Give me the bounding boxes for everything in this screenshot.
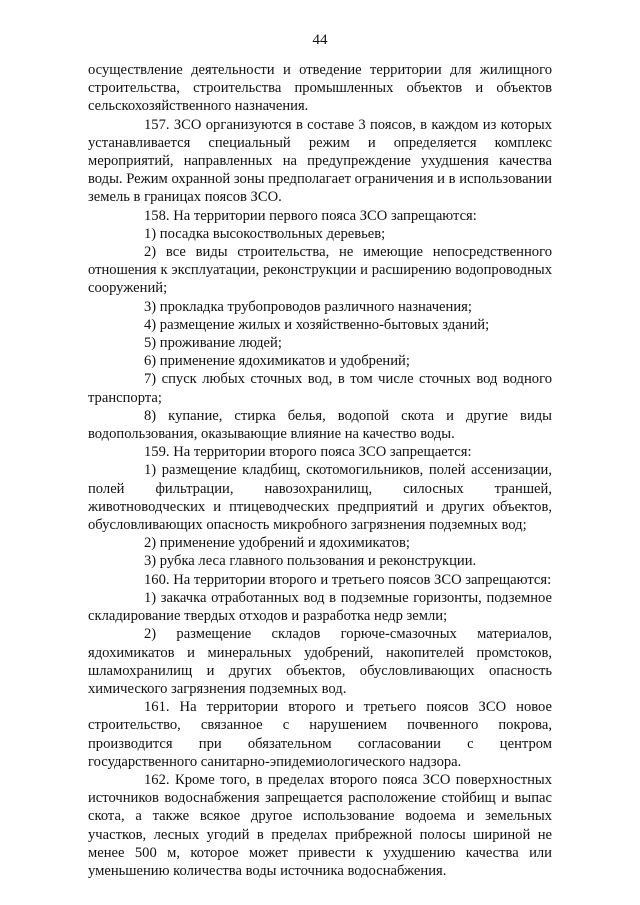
paragraph: 2) все виды строительства, не имеющие непосредственного отношения к эксплуатации, реконструкции и расширению водопроводных сооружений; [88, 244, 552, 297]
document-body [88, 61, 552, 880]
paragraph: 2) размещение складов горюче-смазочных материалов, ядохимикатов и минеральных удобрений, накопителей промстоков, шламохранилищ и других объектов, обусловливающих опасность химического загрязнения подземных вод. [88, 626, 552, 697]
paragraph: 160. На территории второго и третьего поясов ЗСО запрещаются: [144, 571, 552, 588]
paragraph: 7) спуск любых сточных вод, в том числе сточных вод водного транспорта; [88, 371, 552, 406]
paragraph: 161. На территории второго и третьего поясов ЗСО новое строительство, связанное с нарушением почвенного покрова, производится при обязательном согласовании с центром государственного санитарно-эпидемиологического надзора. [88, 699, 552, 770]
paragraph: 2) применение удобрений и ядохимикатов; [144, 535, 410, 552]
paragraph: 1) посадка высокоствольных деревьев; [144, 225, 386, 242]
paragraph: 6) применение ядохимикатов и удобрений; [144, 353, 410, 370]
paragraph: 3) прокладка трубопроводов различного назначения; [144, 298, 472, 315]
paragraph: осуществление деятельности и отведение территории для жилищного строительства, строительства промышленных объектов и объектов сельскохозяйственного назначения. [88, 62, 552, 115]
paragraph: 1) размещение кладбищ, скотомогильников, полей ассенизации, полей фильтрации, навозохранилищ, силосных траншей, животноводческих и птицеводческих предприятий и других объектов, обусловливающих опасность микробного загрязнения подземных вод; [88, 462, 552, 534]
paragraph: 5) проживание людей; [144, 335, 282, 352]
paragraph: 157. ЗСО организуются в составе 3 поясов, в каждом из которых устанавливается специальный режим и определяется комплекс мероприятий, направленных на предупреждение ухудшения качества воды. Режим охранной зоны предполагает ограничения и в использовании земель в границах поясов ЗСО. [88, 116, 552, 206]
paragraph: 8) купание, стирка белья, водопой скота и другие виды водопользования, оказывающие влияние на качество воды. [88, 407, 552, 443]
paragraph: 4) размещение жилых и хозяйственно-бытовых зданий; [144, 316, 490, 333]
paragraph: 3) рубка леса главного пользования и реконструкции. [144, 553, 477, 570]
paragraph: 1) закачка отработанных вод в подземные горизонты, подземное складирование твердых отходов и разработка недр земли; [88, 589, 552, 625]
paragraph: 159. На территории второго пояса ЗСО запрещается: [144, 444, 472, 461]
paragraph: 158. На территории первого пояса ЗСО запрещаются: [144, 207, 477, 224]
paragraph: 162. Кроме того, в пределах второго пояса ЗСО поверхностных источников водоснабжения запрещается расположение стойбищ и выпас скота, а также всякое другое использование водоема и земельных участков, лесных угодий в пределах прибрежной полосы шириной не менее 500 м, которое может привести к ухудшению качества или уменьшению количества воды источника водоснабжения. [88, 771, 552, 879]
page-number: 44 [312, 32, 328, 48]
